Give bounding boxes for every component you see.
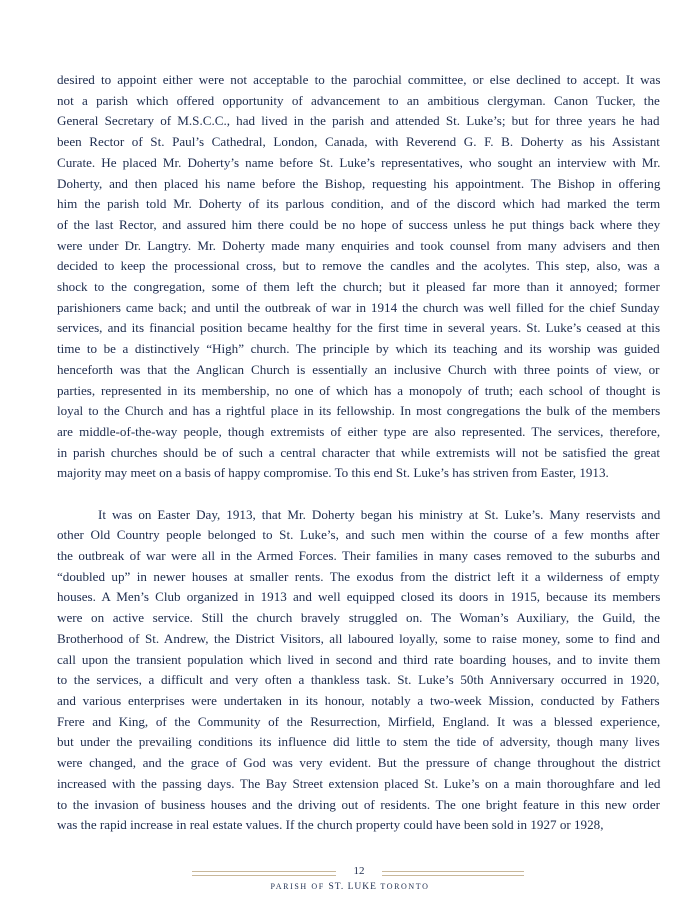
text-line: General Secretary of M.S.C.C., had lived in the parish and attended St. Luke’s; but for three years he had <box>57 113 660 129</box>
text-line: parties, represented in its membership, no one of which has a monopoly of truth; each school of thought is <box>57 382 661 398</box>
text-line: in parish churches should be of such a central character that while extremists will not be satisfied the great <box>57 444 661 460</box>
text-line: Curate. He placed Mr. Doherty’s name before St. Luke’s representatives, who sought an interview with Mr. <box>57 154 661 170</box>
text-line: Frere and King, of the Community of the Resurrection, Mirfield, England. It was a blessed experience, <box>57 713 661 729</box>
text-line: was the rapid increase in real estate values. If the church property could have been sold in 1927 or 1928, <box>57 817 604 833</box>
running-title <box>0 882 700 892</box>
text-line: call upon the transient population which lived in second and third rate boarding houses, and to invite them <box>57 651 661 667</box>
text-line: desired to appoint either were not acceptable to the parochial committee, or else declined to accept. It was <box>57 72 661 87</box>
text-line: to the invasion of business houses and the driving out of residents. The one bright feature in this new order <box>57 796 661 812</box>
text-line: increased with the passing days. The Bay Street extension placed St. Luke’s on a main thoroughfare and led <box>57 775 661 791</box>
running-title-suffix: TORONTO <box>380 882 430 891</box>
text-line: were under Dr. Langtry. Mr. Doherty made many enquiries and took counsel from many advisers and then <box>57 237 660 253</box>
text-line: henceforth was that the Anglican Church is essentially an inclusive Church with three points of view, or <box>57 361 660 377</box>
text-line: houses. A Men’s Club organized in 1913 and well equipped closed its doors in 1915, because its members <box>57 589 661 605</box>
footer-rule-right <box>382 871 524 876</box>
page-footer <box>0 863 700 892</box>
text-line: and various enterprises were undertaken in its honour, notably a two-week Mission, conducted by Fathers <box>57 692 660 708</box>
body-paragraph-1 <box>57 70 660 484</box>
text-line: “doubled up” in newer houses at smaller rents. The exodus from the district left it a wilderness of empty <box>57 568 660 584</box>
page-number: 12 <box>353 865 365 877</box>
text-line: majority may meet on a basis of happy compromise. To this end St. Luke’s has striven from Easter, 1913. <box>57 465 609 481</box>
body-paragraph-2 <box>57 505 660 836</box>
text-line: to the services, a difficult and very often a thankless task. St. Luke’s 50th Anniversary occurred in 1920, <box>57 672 660 688</box>
text-line: him the parish told Mr. Doherty of its parlous condition, and of the discord which had marked the term <box>57 196 661 212</box>
text-line: but under the prevailing conditions its influence did little to stem the tide of adversity, though many lives <box>57 734 660 750</box>
text-line: time to be a distinctively “High” church. The principle by which its teaching and its worship was guided <box>57 341 660 357</box>
text-line: not a parish which offered opportunity of advancement to an ambitious clergyman. Canon Tucker, the <box>57 92 660 108</box>
text-line: are middle-of-the-way people, though extremists of either type are also represented. The services, therefore, <box>57 423 661 439</box>
text-line: Brotherhood of St. Andrew, the District Visitors, all laboured loyally, some to raise money, some to find and <box>57 630 660 646</box>
text-line: of the last Rector, and assured him there could be no hope of success unless he put things back where they <box>57 216 661 232</box>
text-line: other Old Country people belonged to St. Luke’s, and such men within the course of a few months after <box>57 527 660 543</box>
running-title-name: ST. LUKE <box>328 882 377 892</box>
text-line: shock to the congregation, some of them left the church; but it pleased far more than it annoyed; former <box>57 279 660 295</box>
text-line: loyal to the Church and has a rightful place in its fellowship. In most congregations the bulk of the members <box>57 403 661 419</box>
text-line: decided to keep the processional cross, but to remove the candles and the acolytes. This step, also, was a <box>57 258 660 274</box>
footer-rule-row <box>0 863 700 879</box>
text-line: the outbreak of war were all in the Armed Forces. Their families in many cases removed to the suburbs and <box>57 548 660 564</box>
text-line: It was on Easter Day, 1913, that Mr. Doherty began his ministry at St. Luke’s. Many reservists and <box>98 506 661 522</box>
text-line: were changed, and the grace of God was very evident. But the pressure of change throughout the district <box>57 755 661 771</box>
text-line: been Rector of St. Paul’s Cathedral, London, Canada, with Reverend G. F. B. Doherty as his Assistant <box>57 134 660 150</box>
text-line: were on active service. Still the church bravely struggled on. The Woman’s Auxiliary, the Guild, the <box>57 610 661 626</box>
footer-rule-left <box>192 871 336 876</box>
text-line: services, and its financial position became healthy for the first time in several years. St. Luke’s ceased at this <box>57 320 661 336</box>
page-body <box>57 70 660 836</box>
text-line: Doherty, and then placed his name before the Bishop, requesting his appointment. The Bishop in offering <box>57 175 661 191</box>
running-title-prefix: PARISH OF <box>270 882 325 891</box>
text-line: parishioners came back; and until the outbreak of war in 1914 the church was well filled for the chief Sunday <box>57 299 660 315</box>
